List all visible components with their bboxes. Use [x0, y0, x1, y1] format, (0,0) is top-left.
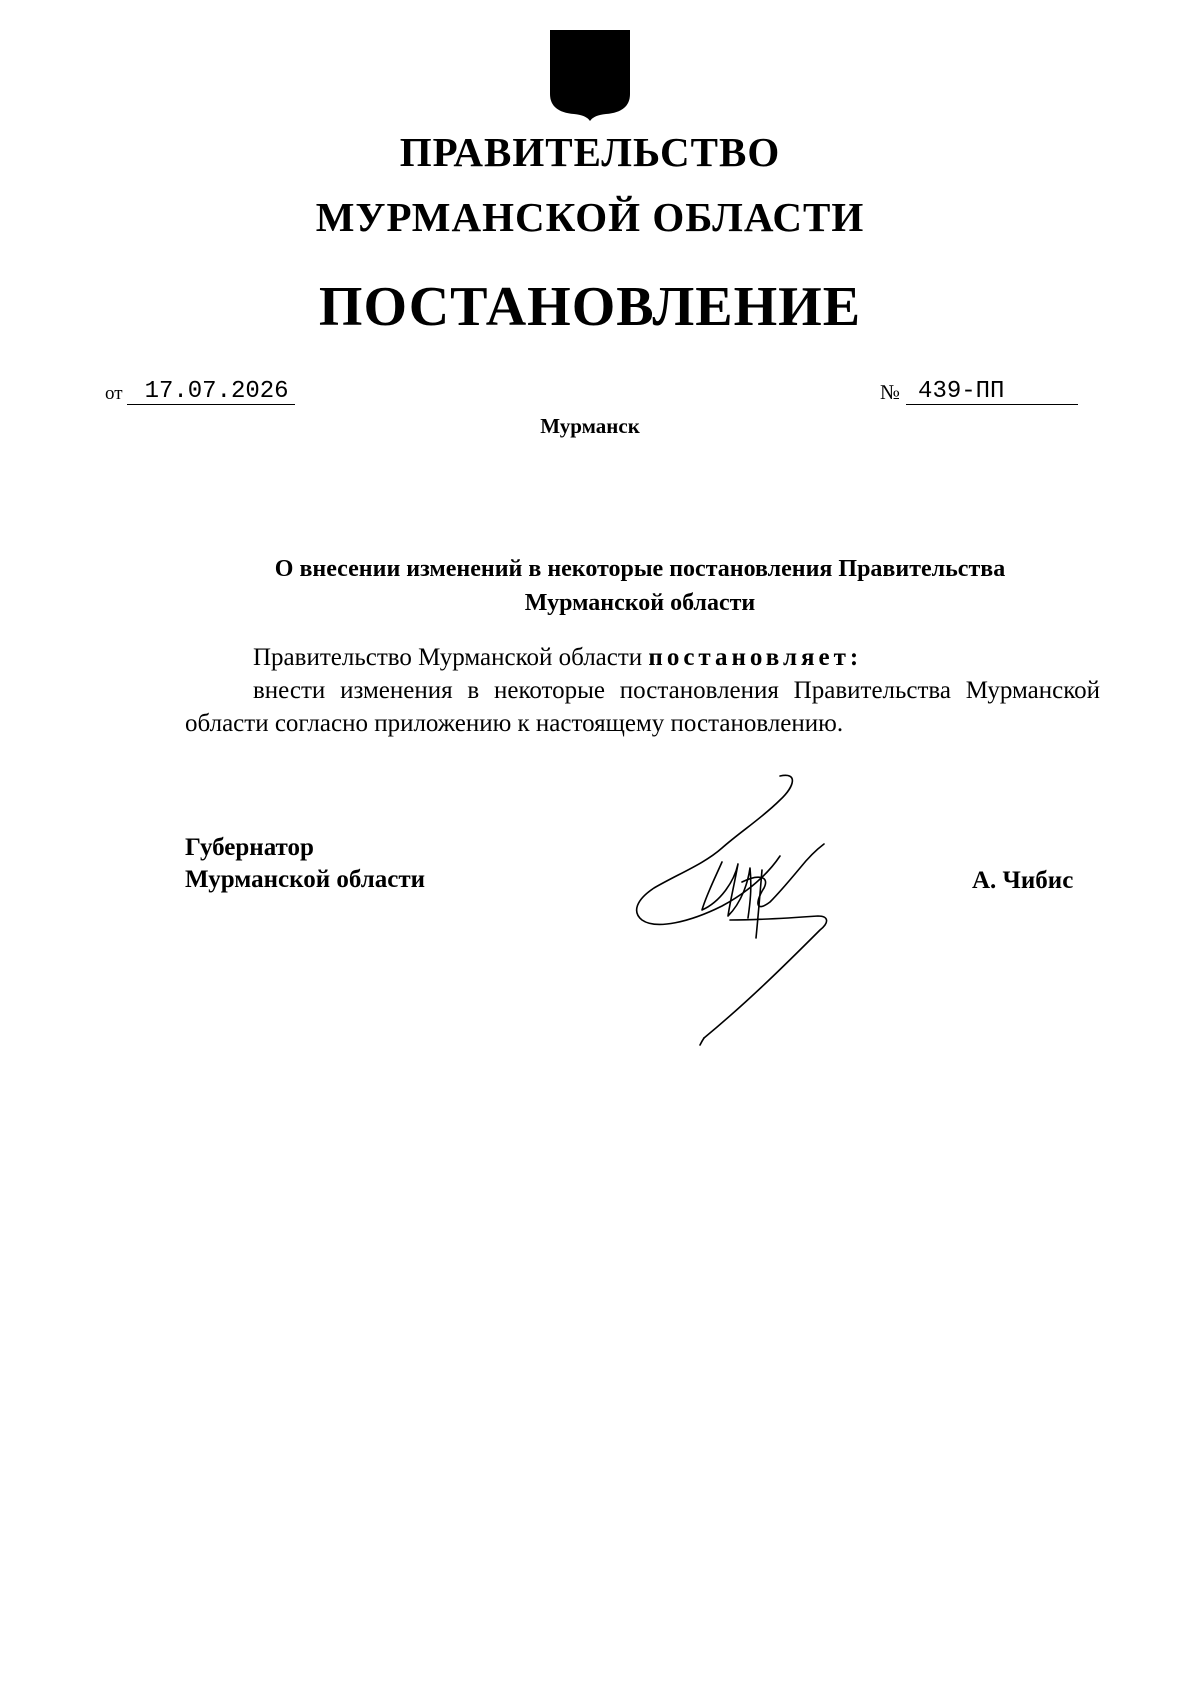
document-number-row	[880, 380, 1078, 405]
signer-name: А. Чибис	[972, 867, 1074, 894]
organization-line-2: МУРМАНСКОЙ ОБЛАСТИ	[315, 194, 865, 240]
body-intro: Правительство Мурманской области	[253, 644, 649, 671]
coat-of-arms-icon	[548, 28, 632, 122]
signer-title-line-1: Губернатор	[185, 834, 314, 861]
organization-line-1: ПРАВИТЕЛЬСТВО	[399, 129, 781, 175]
handwritten-signature	[630, 770, 870, 1050]
document-number: 439-ПП	[906, 380, 1078, 405]
signer-title	[185, 832, 425, 896]
document-date: 17.07.2026	[127, 380, 295, 405]
city: Мурманск	[540, 414, 640, 438]
body-paragraph-1	[185, 641, 1100, 674]
number-prefix: №	[880, 380, 901, 404]
document-subject	[200, 552, 1080, 620]
subject-line-2: Мурманской области	[524, 590, 756, 616]
document-body	[185, 641, 1100, 740]
subject-line-1: О внесении изменений в некоторые постановления Правительства	[274, 556, 1006, 582]
date-prefix: от	[105, 383, 123, 404]
document-type: ПОСТАНОВЛЕНИЕ	[318, 276, 862, 338]
signer-title-line-2: Мурманской области	[185, 866, 426, 893]
decree-word: постановляет:	[648, 644, 863, 671]
document-date-row	[105, 380, 295, 405]
body-paragraph-2: внести изменения в некоторые постановления Правительства Мурманской области согласно приложению к настоящему постановлению.	[185, 677, 1100, 737]
